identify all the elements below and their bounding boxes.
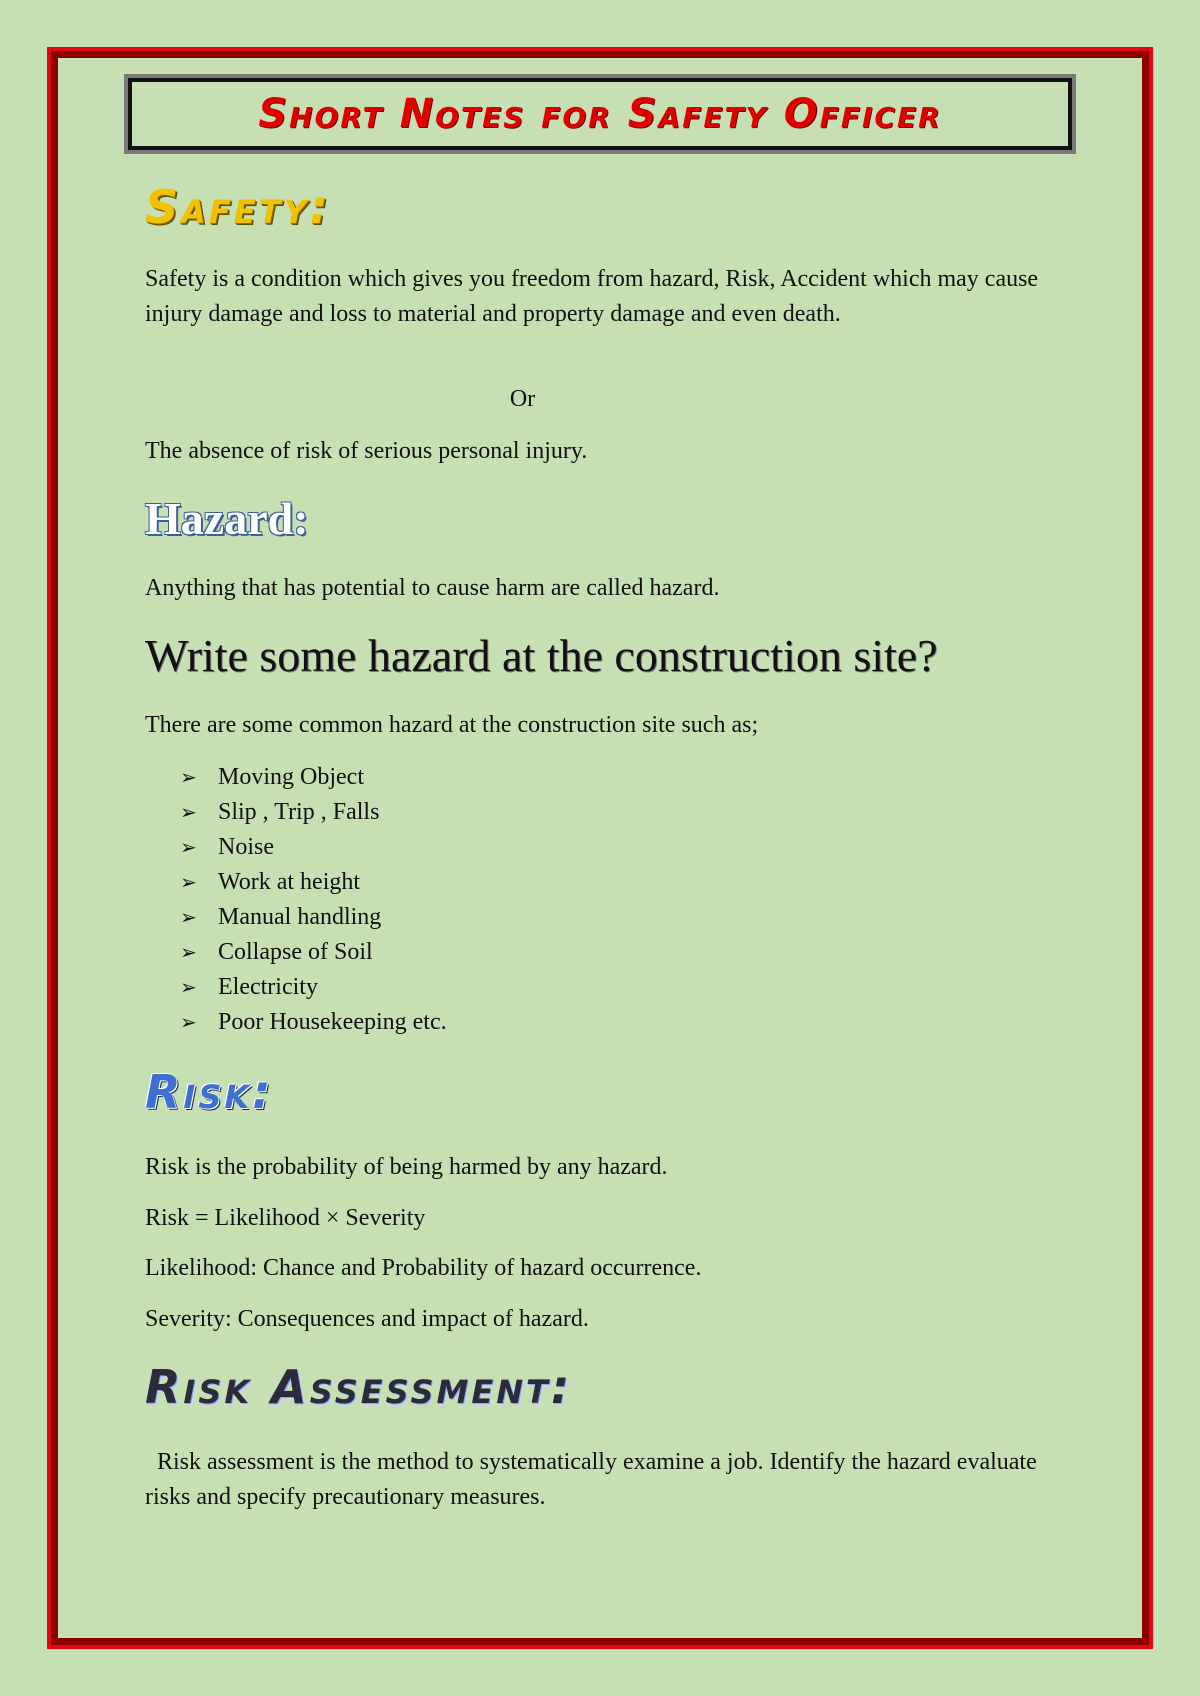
list-item <box>180 865 447 900</box>
safety-alt-definition: The absence of risk of serious personal injury. <box>145 438 588 464</box>
title-banner <box>124 74 1076 154</box>
hazard-question: Write some hazard at the construction site? <box>145 630 938 681</box>
arrow-bullet-icon: ➢ <box>180 870 197 894</box>
risk-assessment-definition: Risk assessment is the method to systematically examine a job. Identify the hazard evaluate risks and specify precautionary measures. <box>145 1449 1037 1510</box>
title-banner-inner <box>132 82 1068 146</box>
hazard-intro: There are some common hazard at the construction site such as; <box>145 712 759 738</box>
risk-formula: Risk = Likelihood × Severity <box>145 1205 426 1231</box>
risk-heading: Risk: <box>145 1065 274 1119</box>
list-item-label: Collapse of Soil <box>218 939 373 965</box>
safety-definition: Safety is a condition which gives you freedom from hazard, Risk, Accident which may cause injury damage and loss to material and property damage and even death. <box>145 266 1039 327</box>
risk-definition: Risk is the probability of being harmed by any hazard. <box>145 1154 668 1180</box>
arrow-bullet-icon: ➢ <box>180 800 197 824</box>
risk-likelihood: Likelihood: Chance and Probability of hazard occurrence. <box>145 1255 702 1281</box>
list-item <box>180 970 447 1005</box>
arrow-bullet-icon: ➢ <box>180 975 197 999</box>
list-item <box>180 830 447 865</box>
safety-heading: Safety: <box>145 180 332 234</box>
risk-severity: Severity: Consequences and impact of hazard. <box>145 1306 589 1332</box>
list-item-label: Slip , Trip , Falls <box>218 799 380 825</box>
risk-assessment-heading: Risk Assessment: <box>145 1360 573 1414</box>
list-item <box>180 935 447 970</box>
list-item-label: Noise <box>218 834 274 860</box>
hazard-heading: Hazard: <box>145 493 309 544</box>
list-item-label: Electricity <box>218 974 318 1000</box>
arrow-bullet-icon: ➢ <box>180 835 197 859</box>
list-item-label: Poor Housekeeping etc. <box>218 1009 447 1035</box>
list-item <box>180 1005 447 1040</box>
list-item <box>180 795 447 830</box>
arrow-bullet-icon: ➢ <box>180 905 197 929</box>
arrow-bullet-icon: ➢ <box>180 940 197 964</box>
list-item-label: Manual handling <box>218 904 382 930</box>
list-item <box>180 900 447 935</box>
page-title: Short Notes for Safety Officer <box>258 91 942 137</box>
list-item <box>180 760 447 795</box>
list-item-label: Moving Object <box>218 764 364 790</box>
hazard-definition: Anything that has potential to cause harm are called hazard. <box>145 575 720 601</box>
arrow-bullet-icon: ➢ <box>180 1010 197 1034</box>
list-item-label: Work at height <box>218 869 361 895</box>
safety-or: Or <box>509 386 536 412</box>
hazard-list <box>180 760 447 1040</box>
arrow-bullet-icon: ➢ <box>180 765 197 789</box>
